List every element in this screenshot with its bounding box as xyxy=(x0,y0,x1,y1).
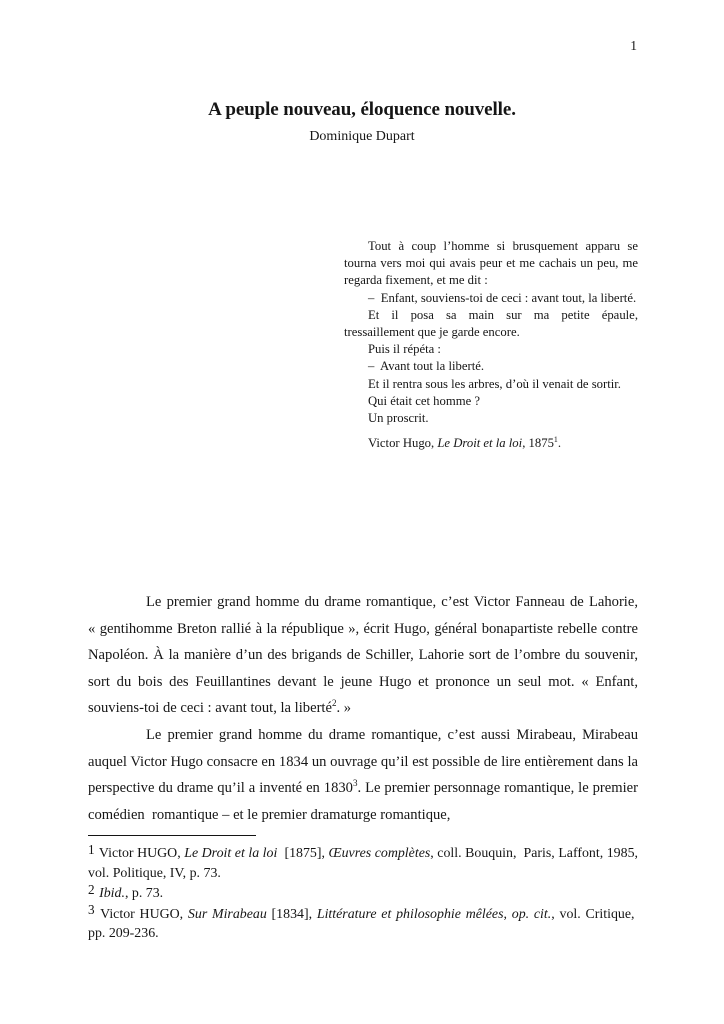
body-paragraph xyxy=(88,589,638,722)
text-run: , vol. Critique, pp. 209-236. xyxy=(88,906,638,942)
text-run: Et il posa sa main sur ma petite épaule, tressaillement que je garde encore. xyxy=(344,307,638,340)
italic-text: Le Droit et la loi xyxy=(437,436,523,451)
superscript-ref: 2 xyxy=(331,698,337,709)
text-run: Tout à coup l’homme si brusquement apparu se tourna vers moi qui avais peur et me cachais un peu, me regarda fixement, et me dit : xyxy=(344,239,638,288)
epigraph-paragraph xyxy=(344,341,638,358)
epigraph-paragraph xyxy=(344,290,638,307)
text-run: Victor Hugo, xyxy=(368,436,438,451)
epigraph-paragraph xyxy=(344,307,638,341)
epigraph-block xyxy=(344,238,638,452)
footnote-text xyxy=(96,886,164,901)
superscript-ref: 3 xyxy=(352,778,358,789)
text-run: Qui était cet homme ? xyxy=(368,393,481,408)
text-run: Le premier grand homme du drame romantique, c’est aussi Mirabeau, Mirabeau auquel Victor Hugo consacre en 1834 un ouvrage qu’il est possible de lire entièrement dans la perspective du drame qu’il a inventé en 1830 xyxy=(88,726,638,797)
epigraph-attribution xyxy=(344,435,638,452)
text-run: Un proscrit. xyxy=(368,411,429,426)
italic-text: Ibid. xyxy=(99,886,125,902)
footnote-item xyxy=(88,904,638,944)
text-run: Victor HUGO, xyxy=(95,846,185,861)
text-run: – Avant tout la liberté. xyxy=(368,359,485,374)
article-title: A peuple nouveau, éloquence nouvelle. xyxy=(208,99,516,120)
epigraph-paragraph xyxy=(344,393,638,410)
footnote-text xyxy=(88,846,638,881)
text-run: Le premier grand homme du drame romantique, c’est Victor Fanneau de Lahorie, « gentihomme Breton rallié à la république », écrit Hugo, général bonapartiste rebelle contre Napoléon. À la manière d’un des brigands de Schiller, Lahorie sort de l’ombre du souvenir, sort du bois des Feuillantines devant le jeune Hugo et prononce un seul mot. « Enfant, souviens-toi de ceci : avant tout, la liberté xyxy=(88,594,638,717)
text-run: , 1875 xyxy=(522,436,554,451)
body-paragraph xyxy=(88,722,638,828)
footnote-number: 3 xyxy=(88,902,95,918)
text-run: Et il rentra sous les arbres, d’où il venait de sortir. xyxy=(368,376,621,391)
text-run: Puis il répéta : xyxy=(368,342,441,357)
epigraph-paragraph xyxy=(344,410,638,427)
footnote-number: 2 xyxy=(88,881,95,897)
text-run: , xyxy=(503,906,512,922)
footnote-item xyxy=(88,843,638,883)
text-run: . » xyxy=(336,700,352,717)
text-run: Victor HUGO, xyxy=(95,906,188,922)
text-run: . xyxy=(557,436,562,451)
text-run: , coll. Bouquin, Paris, Laffont, 1985, vol. Politique, IV, p. 73. xyxy=(88,846,638,881)
epigraph-paragraph xyxy=(344,238,638,290)
text-run: – Enfant, souviens-toi de ceci : avant tout, la liberté. xyxy=(368,290,637,305)
footnotes-block xyxy=(88,843,638,944)
footnote-item xyxy=(88,883,638,904)
epigraph-paragraph xyxy=(344,358,638,375)
italic-text: op. cit. xyxy=(511,906,552,922)
italic-text: Le Droit et la loi xyxy=(184,846,278,861)
footnote-number: 1 xyxy=(88,841,95,857)
text-run: , p. 73. xyxy=(124,886,164,902)
text-run: [1875], xyxy=(277,846,329,861)
page-number: 1 xyxy=(630,38,637,53)
superscript-ref: 1 xyxy=(553,435,558,444)
body-text xyxy=(88,589,638,828)
epigraph-paragraph xyxy=(344,376,638,393)
footnote-text xyxy=(88,907,638,942)
italic-text: Littérature et philosophie mêlées xyxy=(316,906,504,922)
text-run: [1834], xyxy=(266,906,317,922)
article-author: Dominique Dupart xyxy=(309,129,415,144)
italic-text: Sur Mirabeau xyxy=(187,906,267,922)
italic-text: Œuvres complètes xyxy=(328,846,431,861)
footnote-separator xyxy=(88,835,256,836)
text-run: . Le premier personnage romantique, le premier comédien romantique – et le premier dramaturge romantique, xyxy=(88,780,638,823)
